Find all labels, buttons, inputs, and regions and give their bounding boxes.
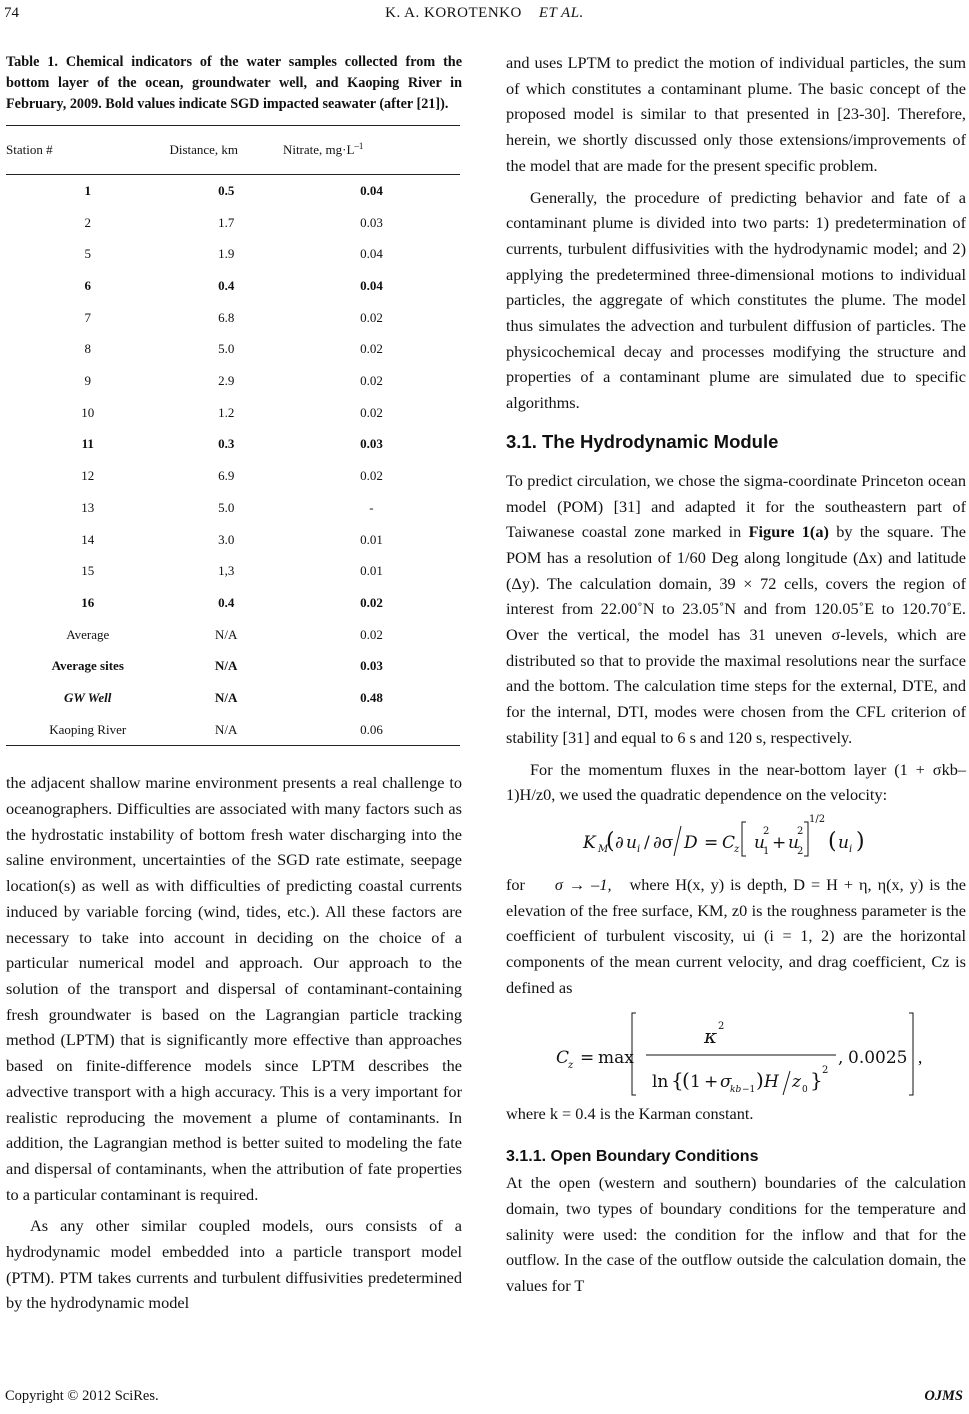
right-paragraph-7: At the open (western and southern) boundaries of the calculation domain, two types of boundary conditions for the temperature and salinity were used: the condition for the inflow and that for the outflow. In the case of the outflow outside the calculation domain, the values for T: [506, 1173, 966, 1296]
svg-text:,: ,: [838, 1047, 844, 1068]
svg-text:): ): [756, 1067, 764, 1092]
table-row: [6, 207, 460, 239]
table-row: [6, 682, 460, 714]
for-word: for: [506, 874, 525, 894]
cell-distance: 1.9: [218, 246, 235, 262]
journal-name: OJMS: [924, 1388, 963, 1404]
svg-text:2: 2: [718, 1020, 725, 1032]
table-row: [6, 397, 460, 429]
svg-text:∂σ: ∂σ: [653, 832, 674, 853]
svg-text:0.0025: 0.0025: [848, 1047, 908, 1068]
cell-distance: 0.4: [218, 594, 235, 610]
cell-station: 13: [81, 499, 95, 515]
page-number: 74: [4, 5, 19, 21]
svg-text:1/2: 1/2: [809, 813, 826, 825]
svg-text:u: u: [626, 832, 637, 853]
svg-text:i: i: [637, 843, 641, 855]
cell-distance: N/A: [214, 658, 238, 674]
table-row: [6, 555, 460, 587]
cell-station: 2: [84, 214, 91, 230]
left-column: [6, 50, 462, 1316]
copyright: Copyright © 2012 SciRes.: [5, 1388, 159, 1404]
cell-station: 10: [81, 404, 95, 420]
p5-text: where H(x, y) is depth, D = H + η, η(x, y) is the elevation of the free surface, KM, z0 is the roughness parameter is the coefficient of turbulent viscosity, ui (i = 1, 2) are the horizontal components of the mean current velocity, and drag coefficient, Cz is defined as: [506, 874, 966, 997]
cell-station: 8: [84, 341, 91, 357]
cell-station: Average sites: [51, 658, 124, 674]
eq2-tail: ,: [918, 1047, 923, 1067]
svg-text:K: K: [583, 832, 596, 853]
svg-text:(: (: [606, 828, 615, 854]
cell-nitrate: 0.04: [360, 246, 383, 262]
svg-text:max: max: [598, 1047, 634, 1068]
cell-nitrate: 0.01: [360, 531, 383, 547]
cell-nitrate: 0.03: [360, 658, 383, 674]
svg-text:ln: ln: [652, 1071, 669, 1092]
p3-part-a: To predict circulation, we chose the sigma-coordinate Princeton ocean model (POM) [31] and adapted it for the southeastern part of Taiwanese coastal zone marked in: [506, 470, 966, 542]
figure-reference: Figure 1(a): [748, 522, 829, 542]
svg-text:+: +: [704, 1071, 719, 1092]
equation-1-graphic: [506, 808, 966, 868]
right-paragraph-6: where k = 0.4 is the Karman constant.: [506, 1103, 754, 1123]
cell-distance: N/A: [214, 721, 238, 737]
table-row: [6, 238, 460, 270]
unit-superscript: –1: [354, 141, 364, 152]
for-condition: σ → –1,: [554, 874, 612, 894]
equation-drag-coefficient: [506, 1001, 966, 1101]
table-header-row: [6, 126, 460, 175]
cell-nitrate: 0.04: [360, 182, 383, 198]
svg-text:z: z: [792, 1071, 801, 1092]
svg-text:}: }: [810, 1067, 823, 1092]
col-header-distance: Distance, km: [169, 142, 239, 158]
svg-text:(: (: [682, 1067, 690, 1092]
svg-text:1: 1: [763, 845, 770, 857]
cell-nitrate: -: [369, 499, 374, 515]
cell-station: 12: [81, 468, 95, 484]
cell-nitrate: 0.02: [360, 341, 383, 357]
cell-station: 6: [84, 278, 91, 294]
table-row: [6, 175, 460, 207]
cell-station: 7: [84, 309, 91, 325]
cell-station: GW Well: [64, 689, 112, 705]
right-paragraph-5: [506, 872, 966, 1001]
svg-text:=: =: [580, 1047, 595, 1068]
cell-nitrate: 0.02: [360, 373, 383, 389]
svg-text:2: 2: [797, 825, 804, 837]
right-paragraph-2: Generally, the procedure of predicting behavior and fate of a contaminant plume is divided into two parts: 1) predetermination of currents, turbulent diffusivities with the hydrodynamic model; and 2) applying the predetermined three-dimensional motions to individual particles, the aggregate of which constitutes the plume. The model thus simulates the advection and turbulent diffusion of particles. The physicochemical decay and processes modifying the structure and properties of a contaminant plume are simulated due to specific algorithms.: [506, 187, 966, 413]
table-row: [6, 524, 460, 556]
svg-text:+: +: [772, 832, 787, 853]
table-row: [6, 270, 460, 302]
cell-nitrate: 0.03: [360, 436, 383, 452]
right-column: [506, 50, 966, 1299]
svg-text:z: z: [734, 843, 740, 855]
nitrate-label: Nitrate, mg·L: [282, 142, 355, 158]
et-al: ET AL.: [538, 5, 584, 21]
cell-distance: 5.0: [218, 499, 235, 515]
svg-text:kb: kb: [730, 1084, 742, 1095]
cell-distance: 3.0: [218, 531, 235, 547]
cell-station: 14: [81, 531, 95, 547]
svg-text:D: D: [684, 832, 698, 853]
table-row: [6, 714, 460, 746]
equation-2-graphic: [506, 1001, 966, 1101]
cell-station: 11: [81, 436, 94, 452]
cell-nitrate: 0.06: [360, 721, 383, 737]
cell-distance: N/A: [214, 689, 238, 705]
left-paragraph-1: the adjacent shallow marine environment presents a real challenge to oceanographers. Difficulties are associated with many factors such as the hydrostatic instability of bottom fresh water discharging into the saline environment, uncertainties of the SGD rate estimate, seepage location(s) as well as with difficulties of predicting coastal currents induced by variable forcing (wind, tides, etc.). All these factors are necessary to take into account in deciding on the choice of a particular numerical model and approach. Our approach to the solution of the transport and dispersal of contaminant-containing fresh groundwater is based on the Lagrangian particle tracking method (LPTM) that is significantly more effective than approaches based on finite-difference models since LPTM describes the advective transport with a high accuracy. This is a very important for realistic reproducing the movement a plume of contaminants. In addition, the Lagrangian method is better suited to modeling the fate and dispersal of contaminants, when the attribution of fate properties to a particular contaminant is required.: [6, 773, 462, 1204]
svg-text:z: z: [568, 1059, 574, 1071]
table-row: [6, 619, 460, 651]
cell-distance: N/A: [214, 626, 238, 642]
authors: K. A. KOROTENKO: [385, 5, 522, 21]
svg-text:{: {: [671, 1067, 684, 1092]
col-header-station: Station #: [6, 142, 53, 158]
right-paragraph-1: and uses LPTM to predict the motion of individual particles, the sum of which constitutes a contaminant plume. The basic concept of the proposed model is similar to that presented in [23-30]. Therefore, herein, we shortly discussed only those extensions/improvements of the model that are made for the present specific problem.: [506, 53, 966, 175]
svg-text:): ): [856, 828, 865, 854]
cell-distance: 6.8: [218, 309, 235, 325]
section-title: 3.1. The Hydrodynamic Module: [506, 430, 779, 452]
svg-text:−1: −1: [742, 1084, 756, 1095]
right-paragraph-3: [506, 468, 966, 751]
svg-text:σ: σ: [720, 1071, 732, 1092]
running-header: [0, 5, 969, 27]
table-row: [6, 333, 460, 365]
cell-station: 16: [81, 594, 95, 610]
cell-distance: 2.9: [218, 373, 235, 389]
table-row: [6, 302, 460, 334]
cell-nitrate: 0.01: [360, 563, 383, 579]
cell-station: 5: [84, 246, 91, 262]
table-row: [6, 650, 460, 682]
cell-distance: 1.2: [218, 404, 235, 420]
svg-text:2: 2: [763, 825, 770, 837]
table-row: [6, 492, 460, 524]
svg-text:u: u: [788, 832, 799, 853]
svg-text:i: i: [849, 843, 853, 855]
table-body: [6, 175, 460, 746]
cell-nitrate: 0.02: [360, 309, 383, 325]
svg-text:1: 1: [690, 1071, 701, 1092]
cell-station: 15: [81, 563, 95, 579]
cell-distance: 6.9: [218, 468, 235, 484]
cell-distance: 0.4: [218, 278, 235, 294]
cell-station: 1: [84, 182, 91, 198]
cell-distance: 5.0: [218, 341, 235, 357]
table-row: [6, 365, 460, 397]
cell-nitrate: 0.02: [360, 404, 383, 420]
cell-station: 9: [84, 373, 91, 389]
p3-part-b: by the square. The POM has a resolution of 1/60 Deg along longitude (Δx) and latitude (Δy). The calculation domain, 39 × 72 cells, covers the region of interest from 22.00˚N to 23.05˚N and from 120.05˚E to 120.70˚E. Over the vertical, the model has 31 uneven σ-levels, which are distributed so that to provide the maximal resolutions near the surface and the bottom. The calculation time steps for the external, DTE, and for the internal, DTI, modes were chosen from the CFL criterion of stability [31] and equal to 6 s and 120 s, respectively.: [506, 522, 966, 747]
equation-bottom-stress: [506, 808, 966, 868]
cell-nitrate: 0.48: [360, 689, 383, 705]
svg-text:2: 2: [822, 1064, 829, 1076]
table-caption: Table 1. Chemical indicators of the water samples collected from the bottom layer of the ocean, groundwater well, and Kaoping River in February, 2009. Bold values indicate SGD impacted seawater (after [21]).: [6, 54, 462, 112]
svg-text:C: C: [722, 832, 736, 853]
svg-text:(: (: [828, 828, 837, 854]
svg-text:κ: κ: [704, 1023, 718, 1048]
cell-nitrate: 0.02: [360, 468, 383, 484]
cell-distance: 0.5: [218, 182, 235, 198]
cell-station: Kaoping River: [49, 721, 127, 737]
chemical-indicators-table: [6, 125, 460, 746]
cell-station: Average: [66, 626, 110, 642]
running-authors: [0, 5, 969, 22]
table-row: [6, 429, 460, 461]
cell-distance: 0.3: [218, 436, 235, 452]
svg-text:2: 2: [797, 845, 804, 857]
svg-text:u: u: [838, 832, 849, 853]
left-paragraph-2: As any other similar coupled models, ours consists of a hydrodynamic model embedded into a particle transport model (PTM). PTM takes currents and turbulent diffusivities predetermined by the hydrodynamic model: [6, 1216, 462, 1313]
cell-nitrate: 0.04: [360, 278, 383, 294]
svg-text:/: /: [644, 832, 650, 853]
table-row: [6, 460, 460, 492]
cell-distance: 1.7: [218, 214, 235, 230]
svg-text:∂: ∂: [615, 832, 624, 853]
cell-distance: 1,3: [218, 563, 235, 579]
subsection-title: 3.1.1. Open Boundary Conditions: [506, 1148, 759, 1166]
right-paragraph-4: For the momentum fluxes in the near-bottom layer (1 + σkb–1)H/z0, we used the quadratic dependence on the velocity:: [506, 759, 966, 805]
table-row: [6, 587, 460, 619]
svg-text:0: 0: [802, 1084, 808, 1095]
col-header-nitrate: [283, 126, 460, 175]
svg-text:M: M: [598, 843, 609, 855]
svg-text:H: H: [764, 1071, 779, 1092]
cell-nitrate: 0.03: [360, 214, 383, 230]
svg-text:=: =: [704, 832, 719, 853]
cell-nitrate: 0.02: [360, 626, 383, 642]
svg-text:u: u: [754, 832, 765, 853]
svg-text:C: C: [556, 1047, 570, 1068]
cell-nitrate: 0.02: [360, 594, 383, 610]
